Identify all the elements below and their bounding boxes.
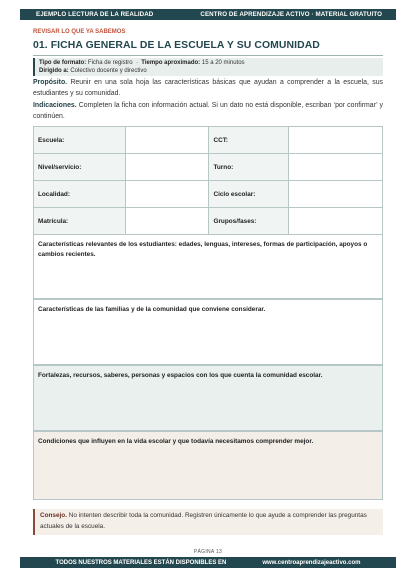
students-box[interactable] [33,234,383,299]
field-input-escuela[interactable] [125,127,209,154]
families-prompt: Características de las familias y de la comunidad que conviene considerar. [38,306,266,313]
field-input-cct[interactable] [289,127,383,154]
field-label-turno: Turno: [209,154,289,181]
page-number: PÁGINA 13 [193,549,223,555]
title-divider [33,55,383,56]
strengths-box[interactable] [33,365,383,431]
table-row [34,181,383,208]
tip-text: No intenten describir toda la comunidad. Registren únicamente lo que ayude a comprender las preguntas actuales de la escuela. [40,512,367,530]
page-title: 01. FICHA GENERAL DE LA ESCUELA Y SU COMUNIDAD [33,40,320,51]
table-row [34,208,383,235]
conditions-prompt: Condiciones que influyen en la vida escolar y que todavía necesitamos comprender mejor. [38,438,314,445]
purpose-label: Propósito. [33,79,68,86]
meta-info-box [33,58,383,76]
footer-bar [20,557,396,568]
meta-line-1 [39,59,383,67]
field-label-localidad: Localidad: [34,181,126,208]
time-label: Tiempo aproximado: [141,60,201,66]
school-info-table [33,126,383,235]
meta-separator: · [135,60,138,66]
tip-box [33,509,383,535]
field-input-nivel[interactable] [125,154,209,181]
field-input-matricula[interactable] [125,208,209,235]
section-label: REVISAR LO QUE YA SABEMOS [33,29,126,35]
purpose-text: Reunir en una sola hoja las características básicas que ayudan a comprender a la escuela, sus estudiantes y su comunidad. [33,79,383,97]
field-label-grupos: Grupos/fases: [209,208,289,235]
footer-website-link[interactable]: www.centroaprendizajeactivo.com [262,559,361,566]
strengths-prompt: Fortalezas, recursos, saberes, personas y espacios con los que cuenta la comunidad escolar. [38,372,323,379]
header-bar [20,9,396,20]
format-label: Tipo de formato: [39,60,87,66]
time-value: 15 a 20 minutos [201,60,245,66]
field-input-ciclo[interactable] [289,181,383,208]
format-value: Ficha de registro [87,60,133,66]
students-prompt: Características relevantes de los estudiantes: edades, lenguas, intereses, formas de participación, apoyos o cambios recientes. [38,241,368,258]
instructions-text: Completen la ficha con información actual. Si un dato no está disponible, escriban ‘por confirmar’ y continúen. [33,102,383,120]
field-label-nivel: Nivel/servicio: [34,154,126,181]
instructions-paragraph [33,101,383,122]
field-label-matricula: Matrícula: [34,208,126,235]
field-input-turno[interactable] [289,154,383,181]
meta-line-2 [39,67,383,75]
field-input-grupos[interactable] [289,208,383,235]
field-label-escuela: Escuela: [34,127,126,154]
conditions-box[interactable] [33,431,383,500]
header-right-text: CENTRO DE APRENDIZAJE ACTIVO · MATERIAL GRATUITO [200,11,382,18]
purpose-paragraph [33,78,383,99]
footer-left-text: TODOS NUESTROS MATERIALES ESTÁN DISPONIBLES EN [55,559,227,566]
field-label-cct: CCT: [209,127,289,154]
table-row [34,154,383,181]
tip-label: Consejo. [40,512,67,519]
header-left-text: EJEMPLO LECTURA DE LA REALIDAD [36,11,154,18]
families-box[interactable] [33,299,383,365]
field-label-ciclo: Ciclo escolar: [209,181,289,208]
table-row [34,127,383,154]
field-input-localidad[interactable] [125,181,209,208]
audience-value: Colectivo docente y directivo [70,68,147,74]
instructions-label: Indicaciones. [33,102,77,109]
audience-label: Dirigido a: [39,68,69,74]
